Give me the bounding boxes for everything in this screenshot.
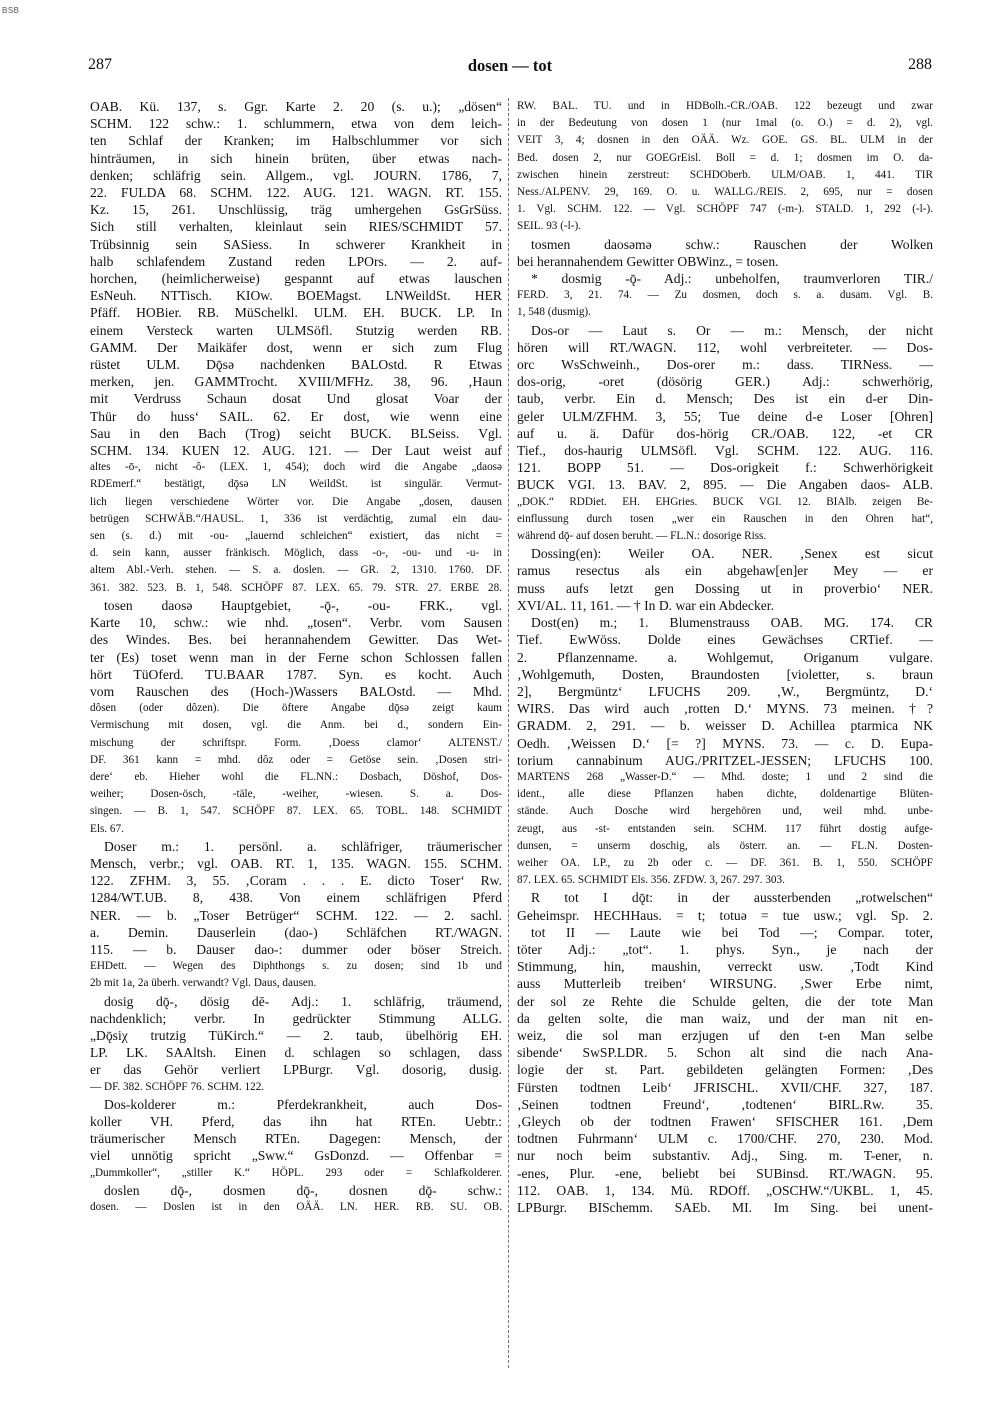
text-line: todtnen Fuhrmann‘ ULM c. 1700/CHF. 270, 230. Mod. bbox=[517, 1131, 933, 1147]
text-line: tot II — Laute wie bei Tod —; Compar. toter, bbox=[531, 924, 933, 940]
text-line: während dǭ- auf dosen beruht. — FL.N.: dosorige Riss. bbox=[517, 530, 767, 543]
text-line: mischung der schriftspr. Form. ‚Doess clamor‘ ALTENST./ bbox=[90, 736, 502, 749]
text-line: viel unnötig spricht „Sww.“ GsDonzd. — Offenbar = bbox=[90, 1148, 502, 1164]
text-line: Karte 10, schw.: wie nhd. „tosen“. Verbr. vom Sausen bbox=[90, 615, 502, 631]
text-line: des Windes. Bes. bei herannahendem Gewitter. Das Wet- bbox=[90, 632, 502, 648]
text-line: merken, jen. GAMMTrocht. XVIII/MFHz. 38, 96. ‚Haun bbox=[90, 374, 502, 390]
text-line: töter Adj.: „tot“. 1. phys. Syn., je nach der bbox=[517, 941, 933, 957]
text-line: Mensch, verbr.; vgl. OAB. RT. 1, 135. WAGN. 155. SCHM. bbox=[90, 855, 502, 871]
text-line: ident., alle diese Pflanzen haben dichte, doldenartige Blüten- bbox=[517, 788, 933, 801]
text-line: Fürsten todtnen Leib‘ JFRISCHL. XVII/CHF. 327, 187. bbox=[517, 1079, 933, 1095]
text-line: Els. 67. bbox=[90, 822, 124, 835]
text-line: Sich still verhalten, kleinlaut sein RIES/SCHMIDT 57. bbox=[90, 219, 502, 235]
text-line: taub, verbr. Ein d. Mensch; Des ist ein d-er Din- bbox=[517, 391, 933, 407]
text-line: d. sein kann, ausser fränkisch. Möglich, dass -o-, -ou- und -u- in bbox=[90, 547, 502, 560]
text-line: 1. Vgl. SCHM. 122. — Vgl. SCHÖPF 747 (-m-). STALD. 1, 292 (-l-). bbox=[517, 203, 933, 216]
text-line: Bed. dosen 2, nur GOEGrEisl. Boll = d. 1; dosmen im O. da- bbox=[517, 151, 933, 164]
text-line: Stimmung, hin, maushin, verreckt usw. ‚Todt Kind bbox=[517, 959, 933, 975]
text-line: „DOK.“ RDDiet. EH. EHGries. BUCK VGI. 12. BIAlb. zeigen Be- bbox=[517, 495, 933, 508]
text-line: a. Demin. Dauserlein (dao-) Schläfchen RT./WAGN. bbox=[90, 924, 502, 940]
text-line: VEIT 3, 4; dosnen in den OÄÄ. Wz. GOE. GS. BL. ULM in der bbox=[517, 134, 933, 147]
text-line: dosen. — Doslen ist in den OÄÄ. LN. HER. RB. SU. OB. bbox=[90, 1201, 502, 1213]
text-line: R tot I dǭt: in der aussterbenden „rotwelschen“ bbox=[531, 890, 933, 906]
text-line: SCHM. 134. KUEN 12. AUG. 121. — Der Laut weist auf bbox=[90, 443, 502, 459]
text-line: SCHM. 122 schw.: 1. schlummern, etwa von dem leich- bbox=[90, 116, 502, 132]
text-line: GAMM. Der Maikäfer dost, wenn er sich zum Flug bbox=[90, 339, 502, 355]
text-line: weiher OA. LP., zu 2b oder c. — DF. 361. B. 1, 550. SCHÖPF bbox=[517, 856, 933, 869]
text-line: Pfäff. HOBier. RB. MüSchelkl. ULM. EH. BUCK. LP. In bbox=[90, 305, 502, 321]
text-line: zwischen hinein zerstreut: SCHDOberb. ULM/OAB. 1, 441. TIR bbox=[517, 168, 933, 181]
text-line: ‚Wohlgemuth, Dosten, Braundosten [violetter, s. braun bbox=[517, 666, 933, 682]
text-line: Oedh. ‚Weissen D.‘ [= ?] MYNS. 73. — c. D. Eupa- bbox=[517, 735, 933, 751]
text-line: NER. — b. „Toser Betrüger“ SCHM. 122. — 2. sachl. bbox=[90, 907, 502, 923]
text-line: ‚Gleych ob der todtnen Frawen‘ SFISCHER 161. ‚Dem bbox=[517, 1113, 933, 1129]
library-stamp: BSB bbox=[2, 6, 20, 15]
text-line: nur noch beim substantiv. Adj., Sing. m. T-ener, n. bbox=[517, 1148, 933, 1164]
text-line: in der Bedeutung von dosen 1 (nur 1mal (o. O.) = d. 2), vgl. bbox=[517, 117, 933, 130]
text-line: * dosmig -ǭ- Adj.: unbeholfen, traumverloren TIR./ bbox=[531, 271, 933, 287]
left-column bbox=[90, 98, 502, 1401]
text-line: „Dummkoller“, „stiller K.“ HÖPL. 293 oder = Schlafkolderer. bbox=[90, 1166, 502, 1179]
text-line: „Dǭsiχ trutzig TüKirch.“ — 2. taub, übelhörig EH. bbox=[90, 1027, 502, 1043]
text-line: Sau in den Bach (Trog) seicht BUCK. BLSeiss. Vgl. bbox=[90, 425, 502, 441]
text-line: sibende‘ SwSP.LDR. 5. Schon alt sind die nach Ana- bbox=[517, 1045, 933, 1061]
text-line: mit Verdruss Schaun dosat Und glosat Voar der bbox=[90, 391, 502, 407]
text-line: FERD. 3, 21. 74. — Zu dosmen, doch s. a. dusam. Vgl. B. bbox=[517, 289, 933, 302]
text-line: RW. BAL. TU. und in HDBolh.-CR./OAB. 122 bezeugt und zwar bbox=[517, 100, 933, 112]
text-line: dosig dǭ-, dösig dē- Adj.: 1. schläfrig, träumend, bbox=[104, 993, 502, 1009]
text-line: BUCK VGI. 13. BAV. 2, 895. — Die Angaben daos- ALB. bbox=[517, 477, 933, 493]
page-number-right: 288 bbox=[908, 56, 932, 73]
text-line: Dos-kolderer m.: Pferdekrankheit, auch Dos- bbox=[104, 1096, 502, 1112]
text-line: stände. Auch Dosche wird hergehören und, weil mhd. unbe- bbox=[517, 805, 933, 818]
text-line: RDEmerf.“ bestätigt, dǭsə LN WeildSt. ist singulär. Vermut- bbox=[90, 478, 502, 491]
text-line: muss aufs letzt gen Dossing ut in proverbio‘ NER. bbox=[517, 580, 933, 596]
text-line: singen. — B. 1, 547. SCHÖPF 87. LEX. 65. TOBL. 148. SCHMIDT bbox=[90, 805, 502, 818]
text-line: orc WsSchweinh., Dos-orer m.: dass. TIRNess. — bbox=[517, 357, 933, 373]
text-line: geler ULM/ZFHM. 3, 55; Tue deine d-e Loser [Ohren] bbox=[517, 408, 933, 424]
text-line: auss Mutterleib treiben‘ WIRSUNG. ‚Swer Erbe nimt, bbox=[517, 976, 933, 992]
text-line: 112. OAB. 1, 134. Mü. RDOff. „OSCHW.“/UKBL. 1, 45. bbox=[517, 1182, 933, 1198]
text-line: einem Versteck warten ULMSöfl. Stutzig werden RB. bbox=[90, 322, 502, 338]
text-line: — DF. 382. SCHÖPF 76. SCHM. 122. bbox=[90, 1080, 265, 1093]
text-line: SEIL. 93 (-l-). bbox=[517, 220, 582, 233]
text-line: MARTENS 268 „Wasser-D.“ — Mhd. doste; 1 und 2 sind die bbox=[517, 770, 933, 783]
text-line: lich liegen verschiedene Wörter vor. Die Angabe „dosen, dausen bbox=[90, 495, 502, 508]
text-line: Dossing(en): Weiler OA. NER. ‚Senex est sicut bbox=[531, 546, 933, 562]
text-line: dôsen (oder dôzen). Die öftere Angabe dǭsə zeigt kaum bbox=[90, 702, 502, 715]
text-line: er das Gehör verliert LPBurgr. Vgl. dosorig, dusig. bbox=[90, 1062, 502, 1078]
text-line: weiz, die sol man erzjugen uf den t-en Man selbe bbox=[517, 1027, 933, 1043]
text-line: 2b mit 1a, 2a überh. verwandt? Vgl. Daus, dausen. bbox=[90, 977, 317, 990]
text-line: 2. Pflanzenname. a. Wohlgemut, Origanum vulgare. bbox=[517, 649, 933, 665]
text-line: 22. FULDA 68. SCHM. 122. AUG. 121. WAGN. RT. 155. bbox=[90, 185, 502, 201]
text-line: bei herannahendem Gewitter OBWinz., = tosen. bbox=[517, 253, 779, 269]
text-line: 1, 548 (dusmig). bbox=[517, 306, 591, 319]
text-line: auf u. ä. Dafür dos-hörig CR./OAB. 122, -et CR bbox=[517, 425, 933, 441]
text-line: ‚Seinen todtnen Freund‘, ‚todtenen‘ BIRL.Rw. 35. bbox=[517, 1096, 933, 1112]
text-line: 2], Bergmüntz‘ LFUCHS 209. ‚W., Bergmüntz, D.‘ bbox=[517, 683, 933, 699]
text-line: der sol ze Rehte die Schulde gelten, die der tote Man bbox=[517, 993, 933, 1009]
text-line: weiher; Dosen-ösch, -täle, -weiher, -wiesen. S. a. Dos- bbox=[90, 788, 502, 801]
text-line: 115. — b. Dauser dao-: dummer oder böser Streich. bbox=[90, 941, 502, 957]
page-header bbox=[88, 56, 932, 82]
text-line: altes -ō-, nicht -ô- (LEX. 1, 454); doch wird die Angabe „daosə bbox=[90, 461, 502, 474]
text-line: EHDett. — Wegen des Diphthongs s. zu dosen; sind 1b und bbox=[90, 960, 502, 973]
text-line: da gelten solte, die man waiz, und der man nit en- bbox=[517, 1010, 933, 1026]
text-line: GRADM. 2, 291. — b. weisser D. Achillea ptarmica NK bbox=[517, 718, 933, 734]
page-number-left: 287 bbox=[88, 56, 112, 73]
text-line: altem Abl.-Verh. stehen. — S. a. doslen. — GR. 2, 1310. 1760. DF. bbox=[90, 564, 502, 577]
text-line: zeugt, aus -st- entstanden sein. SCHM. 117 führt dostig aufge- bbox=[517, 822, 933, 835]
text-line: träumerischer Mensch RTEn. Dagegen: Mensch, der bbox=[90, 1131, 502, 1147]
text-line: Tief. EwWöss. Dolde eines Gewächses CRTief. — bbox=[517, 632, 933, 648]
text-line: LP. LK. SAAltsh. Einen d. schlagen so schlagen, dass bbox=[90, 1045, 502, 1061]
text-line: rüstet ULM. Dǭsə nachdenken BALOstd. R Etwas bbox=[90, 357, 502, 373]
text-line: ramus resectus als ein abgehaw[en]er Mey — er bbox=[517, 563, 933, 579]
text-line: dos-orig, -oret (dösörig GER.) Adj.: schwerhörig, bbox=[517, 374, 933, 390]
text-line: Ness./ALPENV. 29, 169. O. u. WALLG./REIS. 2, 695, nur = dosen bbox=[517, 186, 933, 199]
text-line: koller VH. Pferd, das ihn hat RTEn. Uebtr.: bbox=[90, 1113, 502, 1129]
text-line: Geheimspr. HECHHaus. = t; totuə = tue usw.; vgl. Sp. 2. bbox=[517, 907, 933, 923]
text-line: DF. 361 kann = mhd. dôz oder = Getöse sein. ‚Dosen stri- bbox=[90, 753, 502, 766]
text-line: Kz. 15, 261. Unschlüssig, träg umhergehen GsGrSüss. bbox=[90, 202, 502, 218]
text-line: denken; schläfrig sein. Allgem., vgl. JOURN. 1786, 7, bbox=[90, 167, 502, 183]
text-line: Trübsinnig sein SASiess. In schwerer Krankheit in bbox=[90, 236, 502, 252]
text-line: dunsen, = unserm doschig, als österr. an. — FL.N. Dosten- bbox=[517, 839, 933, 852]
text-line: dere‘ eb. Hieher wohl die FL.NN.: Dosbach, Döshof, Dos- bbox=[90, 770, 502, 783]
text-line: OAB. Kü. 137, s. Ggr. Karte 2. 20 (s. u.); „dösen“ bbox=[90, 99, 502, 114]
running-head: dosen — tot bbox=[467, 56, 553, 75]
text-line: XVI/AL. 11, 161. — † In D. war ein Abdecker. bbox=[517, 597, 774, 613]
text-line: 122. ZFHM. 3, 55. ‚Coram . . . E. dicto Toser‘ Rw. bbox=[90, 873, 502, 889]
text-line: hören will RT./WAGN. 112, wohl verbreiteter. — Dos- bbox=[517, 339, 933, 355]
text-line: Vermischung mit dosen, vgl. die Anm. bei d., sondern Ein- bbox=[90, 719, 502, 732]
column-divider bbox=[508, 98, 509, 1368]
text-line: Dos-or — Laut s. Or — m.: Mensch, der nicht bbox=[531, 322, 933, 338]
text-line: Tief., dos-haurig ULMSöfl. Vgl. SCHM. 122. AUG. 116. bbox=[517, 443, 933, 459]
text-line: hört TüOferd. TU.BAAR 1787. Syn. es kocht. Auch bbox=[90, 666, 502, 682]
text-line: hinträumen, in sich hinein brüten, über etwas nach- bbox=[90, 150, 502, 166]
text-line: WIRS. Das wird auch ‚rotten D.‘ MYNS. 73 meinen. †? bbox=[517, 701, 933, 717]
text-line: -enes, Plur. -ene, beliebt bei SUBinsd. RT./WAGN. 95. bbox=[517, 1165, 933, 1181]
text-line: LPBurgr. BISchemm. SAEb. MI. Im Sing. bei unent- bbox=[517, 1200, 933, 1215]
text-line: nachdenklich; verbr. In gedrückter Stimmung ALLG. bbox=[90, 1010, 502, 1026]
text-line: 87. LEX. 65. SCHMIDT Els. 356. ZFDW. 3, 267. 297. 303. bbox=[517, 874, 785, 887]
text-line: tosmen daosəmə schw.: Rauschen der Wolken bbox=[531, 236, 933, 252]
text-line: 121. BOPP 51. — Dos-origkeit f.: Schwerhörigkeit bbox=[517, 460, 933, 476]
text-line: halb schlafendem Zustand reden LPOrs. — 2. auf- bbox=[90, 253, 502, 269]
text-line: sen (s. d.) mit -ou- „lauernd schleichen“ existiert, das nicht = bbox=[90, 530, 502, 543]
text-line: horchen, (heimlicherweise) gespannt auf etwas lauschen bbox=[90, 271, 502, 287]
text-line: vom Rauschen des (Hoch-)Wassers BALOstd. — Mhd. bbox=[90, 683, 502, 699]
right-column bbox=[517, 98, 933, 1401]
text-line: doslen dǭ-, dosmen dǭ-, dosnen dǭ- schw.: bbox=[104, 1182, 502, 1198]
text-line: 1284/WT.UB. 8, 438. Von einem schläfrigen Pferd bbox=[90, 890, 502, 906]
text-line: 361. 382. 523. B. 1, 548. SCHÖPF 87. LEX. 65. 79. STR. 27. ERBE 28. bbox=[90, 581, 502, 594]
text-line: betrügen SCHWÄB.“/HAUSL. 1, 336 ist verdächtig, zumal ein dau- bbox=[90, 512, 502, 525]
text-line: Doser m.: 1. persönl. a. schläfriger, träumerischer bbox=[104, 838, 502, 854]
text-line: ter (Es) toset wenn man in der Ferne schon Schlossen fallen bbox=[90, 649, 502, 665]
text-line: Dost(en) m.; 1. Blumenstrauss OAB. MG. 174. CR bbox=[531, 615, 933, 631]
text-line: tosen daosə Hauptgebiet, -ǭ-, -ou- FRK., vgl. bbox=[104, 597, 502, 613]
text-line: EsNeuh. NTTisch. KIOw. BOEMagst. LNWeildSt. HER bbox=[90, 288, 502, 304]
text-line: Thür do huss‘ SAIL. 62. Er dost, wie wenn eine bbox=[90, 408, 502, 424]
text-line: torium cannabinum AUG./PRITZEL-JESSEN; LFUCHS 100. bbox=[517, 752, 933, 768]
text-line: logie der st. Part. gebildeten gelängten Formen: ‚Des bbox=[517, 1062, 933, 1078]
text-line: einflussung durch tosen „wer ein Rauschen in den Ohren hat“, bbox=[517, 512, 933, 525]
text-line: ten Schlaf der Kranken; im Halbschlummer vor sich bbox=[90, 133, 502, 149]
